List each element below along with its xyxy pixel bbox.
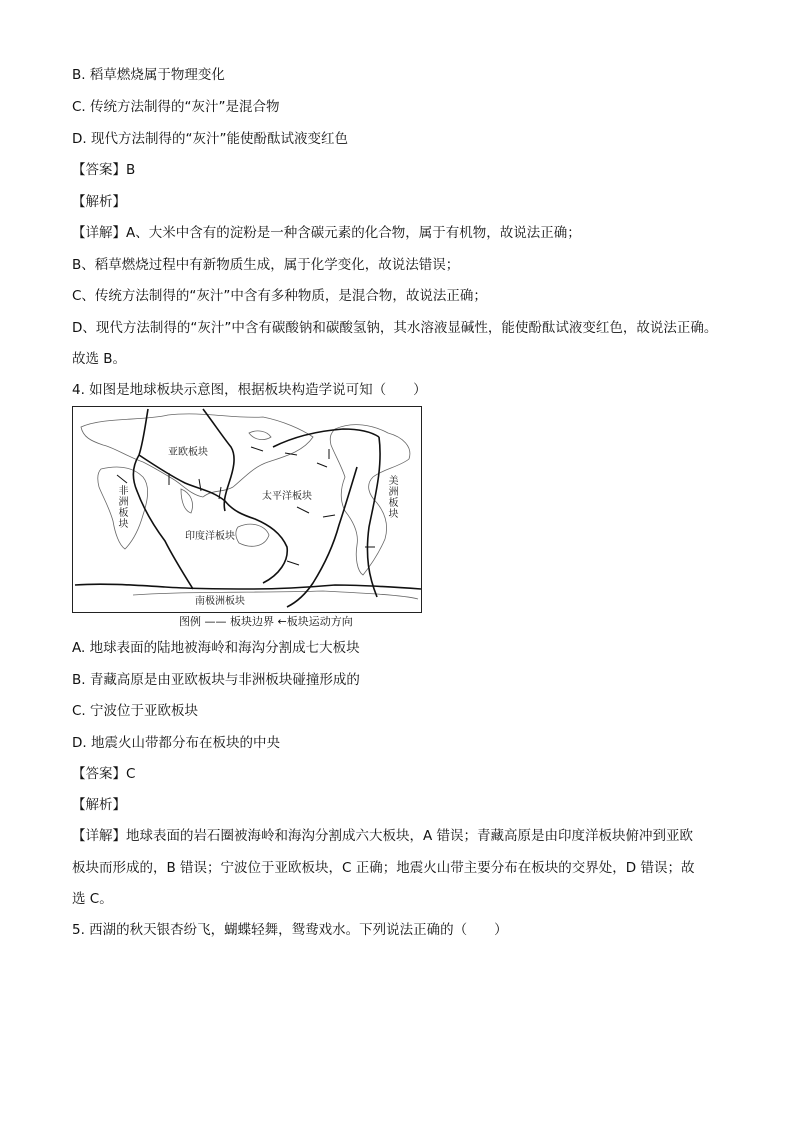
movement-arrow	[317, 463, 327, 467]
conclusion-line: 故选 B。	[72, 351, 127, 367]
indian-plate-label: 印度洋板块	[185, 531, 235, 542]
question-4: 4. 如图是地球板块示意图，根据板块构造学说可知（ ）	[72, 382, 427, 398]
movement-arrow	[251, 447, 263, 451]
map-legend: 图例 —— 板块边界 ←板块运动方向	[179, 615, 353, 628]
movement-arrow	[117, 475, 127, 483]
analysis-label: 【解析】	[72, 797, 126, 813]
answer-label: 【答案】C	[72, 766, 136, 782]
answer-label: 【答案】B	[72, 162, 136, 178]
detail-line: 板块而形成的，B 错误；宁波位于亚欧板块，C 正确；地震火山带主要分布在板块的交界处，D 错误；故	[72, 860, 695, 876]
analysis-label: 【解析】	[72, 194, 126, 210]
japan-outline	[249, 431, 271, 440]
movement-arrow	[285, 453, 297, 455]
detail-line: 选 C。	[72, 891, 113, 907]
movement-arrow	[323, 515, 335, 517]
detail-line: 【详解】A、大米中含有的淀粉是一种含碳元素的化合物，属于有机物，故说法正确；	[72, 225, 581, 241]
plate-boundary	[139, 455, 287, 583]
movement-arrow	[297, 507, 309, 513]
pacific-plate-label: 太平洋板块	[262, 491, 312, 502]
american-plate-label: 美洲板块	[386, 475, 397, 519]
plate-boundary	[367, 437, 380, 597]
india-outline	[181, 489, 193, 513]
movement-arrow	[287, 561, 299, 565]
americas-outline	[330, 425, 410, 575]
antarctic-plate-label: 南极洲板块	[195, 596, 245, 607]
question-5: 5. 西湖的秋天银杏纷飞，蝴蝶轻舞，鸳鸯戏水。下列说法正确的（ ）	[72, 922, 508, 938]
plate-boundary	[273, 429, 379, 447]
option-c-line: C. 传统方法制得的“灰汁”是混合物	[72, 99, 280, 115]
detail-line: C、传统方法制得的“灰汁”中含有多种物质，是混合物，故说法正确；	[72, 288, 487, 304]
detail-line: 【详解】地球表面的岩石圈被海岭和海沟分割成六大板块，A 错误；青藏高原是由印度洋板块俯冲到亚欧	[72, 828, 694, 844]
australia-outline	[236, 524, 269, 546]
option-d: D. 地震火山带都分布在板块的中央	[72, 735, 280, 751]
option-a: A. 地球表面的陆地被海岭和海沟分割成七大板块	[72, 640, 360, 656]
option-c: C. 宁波位于亚欧板块	[72, 703, 199, 719]
option-d-line: D. 现代方法制得的“灰汁”能使酚酞试液变红色	[72, 131, 348, 147]
plate-boundary	[75, 584, 421, 589]
eurasian-plate-label: 亚欧板块	[168, 447, 208, 458]
plate-map	[72, 406, 422, 613]
option-b-line: B. 稻草燃烧属于物理变化	[72, 67, 225, 83]
plate-boundary	[133, 409, 193, 589]
detail-line: B、稻草燃烧过程中有新物质生成，属于化学变化，故说法错误；	[72, 257, 460, 273]
african-plate-label: 非洲板块	[116, 485, 127, 529]
detail-line: D、现代方法制得的“灰汁”中含有碳酸钠和碳酸氢钠，其水溶液显碱性，能使酚酞试液变红色，故说法正确。	[72, 320, 718, 336]
option-b: B. 青藏高原是由亚欧板块与非洲板块碰撞形成的	[72, 672, 360, 688]
